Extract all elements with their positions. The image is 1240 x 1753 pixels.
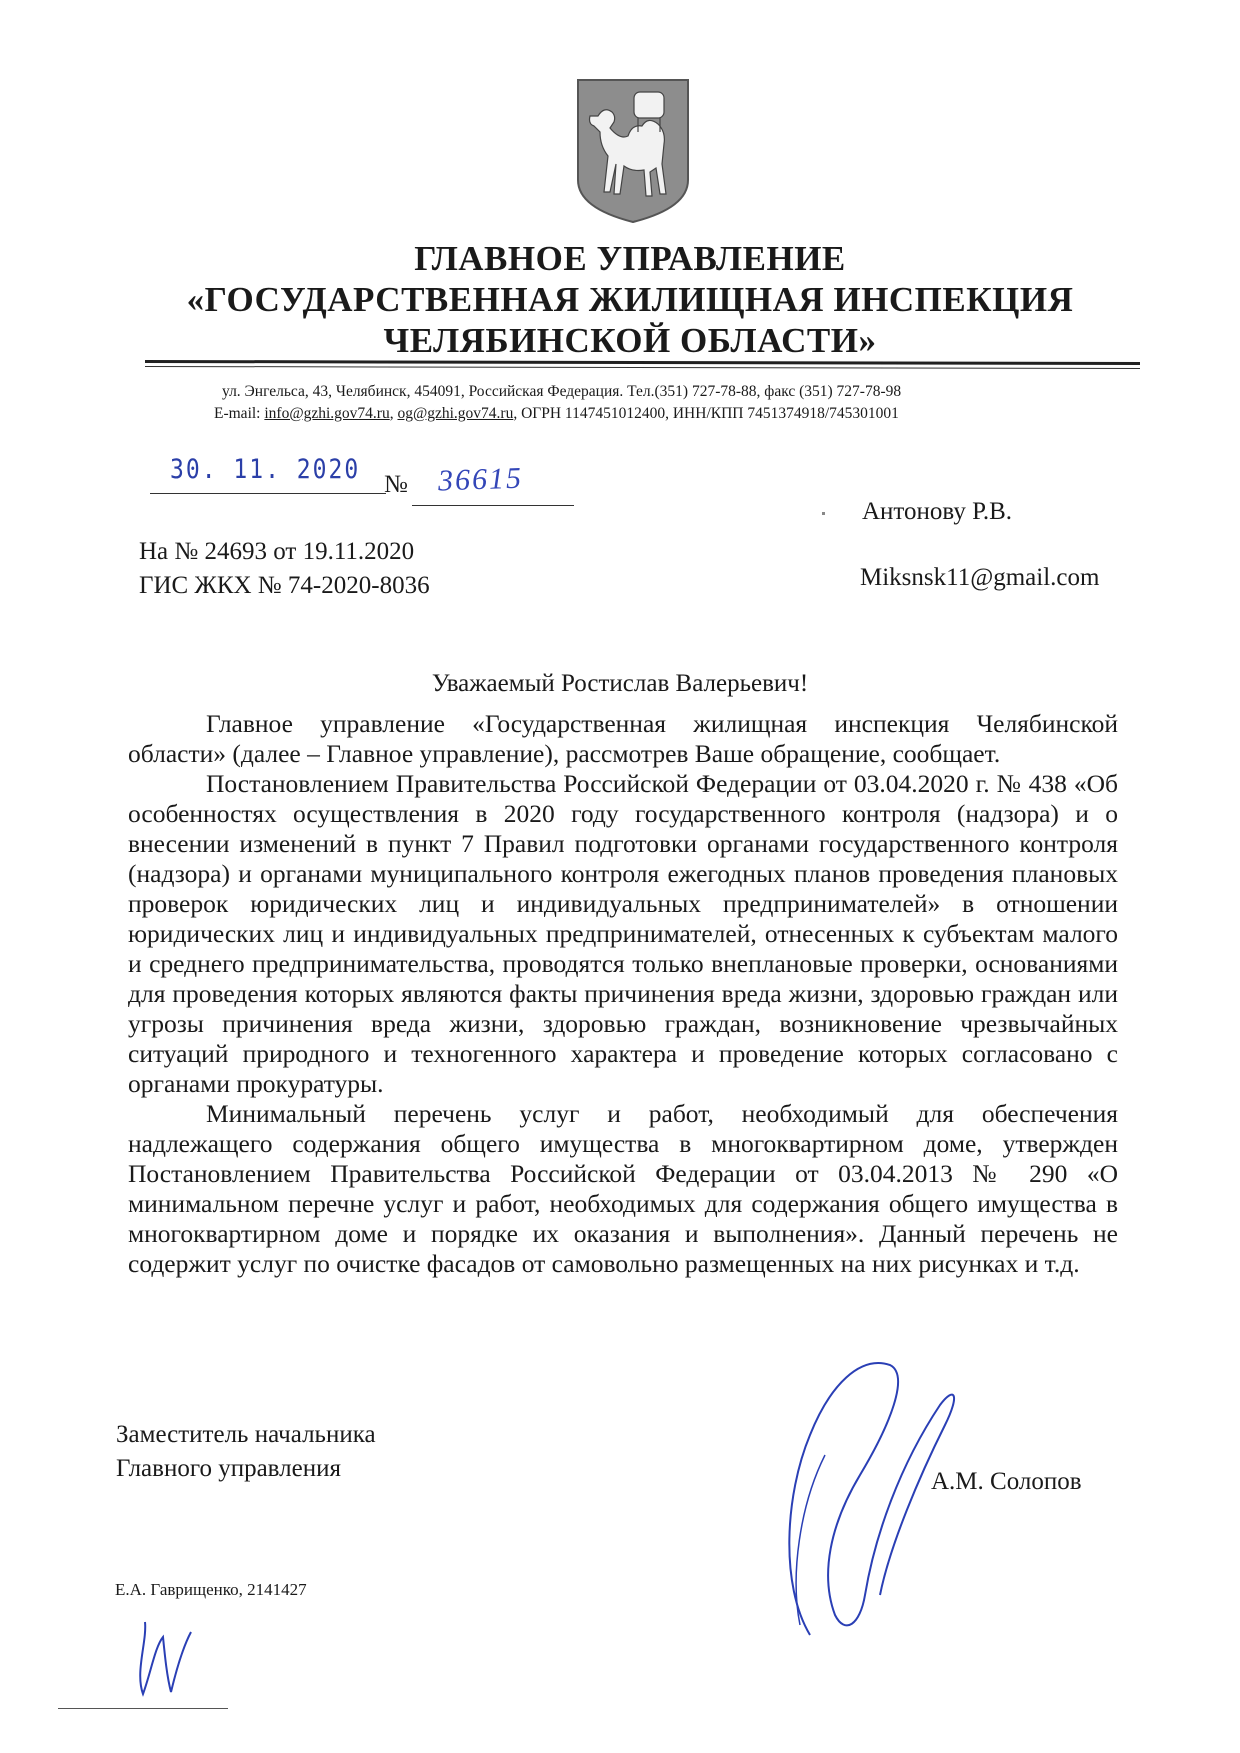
contact-address: ул. Энгельса, 43, Челябинск, 454091, Российская Федерация. Тел.(351) 727-78-88, факс (351) 727-78-98	[222, 383, 902, 400]
date-underline	[150, 493, 386, 494]
reference-line-1: На № 24693 от 19.11.2020	[139, 538, 415, 565]
outgoing-number: 36615	[437, 461, 524, 498]
signer-position-line-2: Главного управления	[116, 1455, 341, 1482]
date-stamp: 30. 11. 2020	[170, 455, 361, 485]
number-sign: №	[384, 471, 408, 498]
paragraph-3: Минимальный перечень услуг и работ, необходимый для обеспечения надлежащего содержания общего имущества в многоквартирном доме, утвержден Постановлением Правительства Российской Федерации от 03.04.2013 № 290 «О минимальном перечне услуг и работ, необходимых для содержания общего имущества в многоквартирном доме и порядке их оказания и выполнения». Данный перечень не содержит услуг по очистке фасадов от самовольно размещенных на них рисунках и т.д.	[128, 1099, 1118, 1278]
email-label: E-mail:	[214, 405, 265, 422]
org-title-line-2: «ГОСУДАРСТВЕННАЯ ЖИЛИЩНАЯ ИНСПЕКЦИЯ	[186, 280, 1074, 319]
handwritten-initials	[125, 1612, 205, 1702]
org-title-line-1: ГЛАВНОЕ УПРАВЛЕНИЕ	[414, 239, 846, 278]
reference-line-2: ГИС ЖКХ № 74-2020-8036	[139, 572, 430, 599]
paragraph-1: Главное управление «Государственная жилищная инспекция Челябинской области» (далее – Главное управление), рассмотрев Ваше обращение, сообщает.	[128, 709, 1118, 768]
org-title-line-3: ЧЕЛЯБИНСКОЙ ОБЛАСТИ»	[383, 321, 877, 360]
salutation: Уважаемый Ростислав Валерьевич!	[431, 670, 809, 697]
scan-dot	[822, 512, 825, 515]
email-link-og[interactable]: og@gzhi.gov74.ru	[397, 405, 514, 422]
paragraph-2: Постановлением Правительства Российской Федерации от 03.04.2020 г. № 438 «Об особенностях осуществления в 2020 году государственного контроля (надзора) и о внесении изменений в пункт 7 Правил подготовки органами государственного контроля (надзора) и органами муниципального контроля ежегодных планов проведения плановых проверок юридических лиц и индивидуальных предпринимателей» в отношении юридических лиц и индивидуальных предпринимателей, отнесенных к субъектам малого и среднего предпринимательства, проводятся только внеплановые проверки, основаниями для проведения которых являются факты причинения вреда жизни, здоровью граждан или угрозы причинения вреда жизни, здоровью граждан, возникновение чрезвычайных ситуаций природного и техногенного характера и проведение которых согласовано с органами прокуратуры.	[128, 769, 1118, 1098]
executor-info: Е.А. Гаврищенко, 2141427	[115, 1580, 307, 1599]
scan-edge-mark	[58, 1708, 228, 1709]
handwritten-signature	[740, 1345, 980, 1645]
email-separator: ,	[389, 405, 398, 422]
addressee-name: Антонову Р.В.	[862, 498, 1013, 525]
camel-coat-of-arms-icon	[574, 76, 692, 226]
header-divider-thin	[145, 366, 1140, 369]
number-underline	[412, 505, 574, 506]
signer-name: А.М. Солопов	[931, 1468, 1082, 1495]
email-link-info[interactable]: info@gzhi.gov74.ru	[264, 405, 390, 422]
registration-ids: , ОГРН 1147451012400, ИНН/КПП 7451374918/745301001	[513, 405, 899, 422]
addressee-email: Miksnsk11@gmail.com	[860, 564, 1100, 591]
signer-position	[116, 1418, 376, 1486]
signer-position-line-1: Заместитель начальника	[116, 1421, 376, 1448]
contact-line-2	[214, 403, 901, 425]
letter-body	[128, 709, 1118, 1279]
contact-block	[214, 381, 902, 425]
